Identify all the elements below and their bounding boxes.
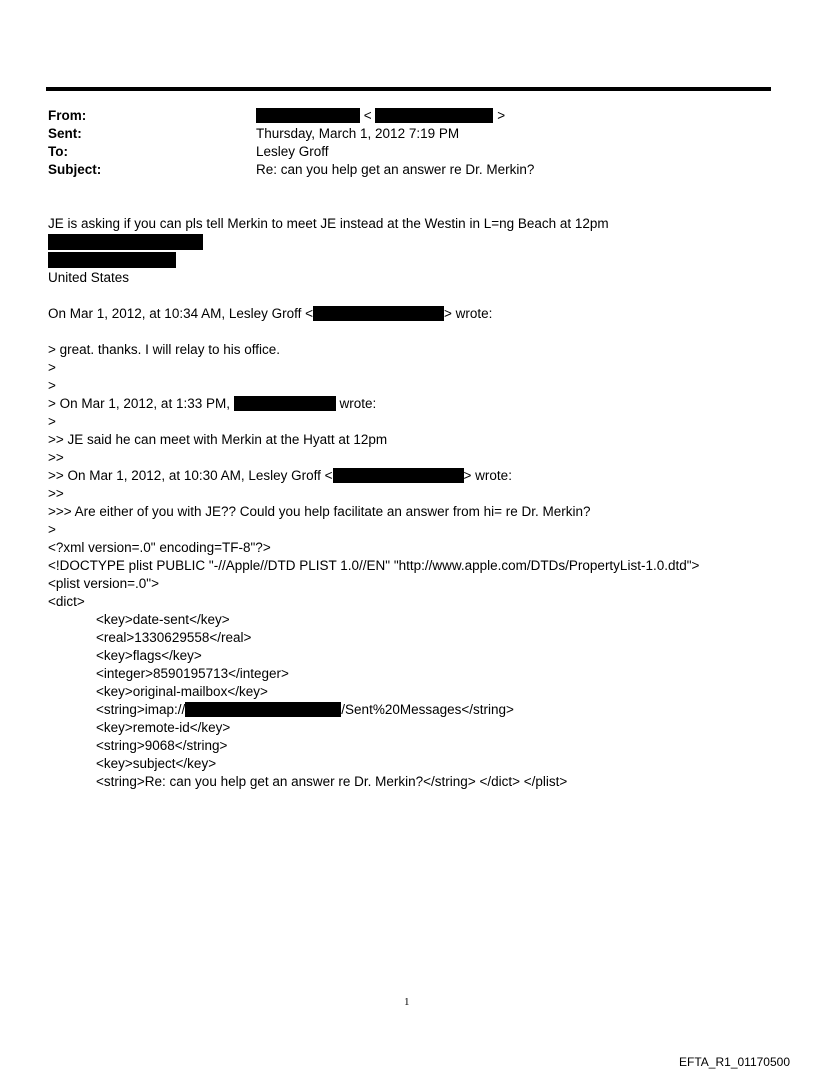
plist-line: <key>subject</key> (96, 756, 217, 771)
body-line: <plist version=.0"> (48, 576, 159, 591)
imap-prefix: <string>imap:// (96, 702, 186, 717)
body-line: <dict> (48, 594, 85, 609)
body-line: > (48, 522, 56, 537)
body-line: <?xml version=.0" encoding=TF-8"?> (48, 540, 271, 555)
from-label: From: (48, 108, 87, 123)
body-line: > (48, 414, 56, 429)
plist-line: <string>Re: can you help get an answer re Dr. Merkin?</string> </dict> </plist> (96, 774, 568, 789)
plist-line: <string>9068</string> (96, 738, 228, 753)
page-number: 1 (404, 996, 410, 1008)
body-line (48, 467, 512, 485)
body-line: > great. thanks. I will relay to his office. (48, 342, 280, 357)
redaction-box (375, 108, 493, 123)
plist-line: <integer>8590195713</integer> (96, 666, 289, 681)
bates-stamp: EFTA_R1_01170500 (679, 1055, 790, 1069)
quote-intro: > On Mar 1, 2012, at 1:33 PM, (48, 396, 230, 411)
redaction-box (333, 468, 464, 483)
quote-intro-end: > wrote: (463, 468, 512, 483)
body-line: > (48, 378, 56, 393)
redaction-box (185, 702, 341, 717)
plist-line: <key>remote-id</key> (96, 720, 231, 735)
from-value (256, 107, 505, 125)
body-line (48, 305, 492, 323)
from-open-bracket: < (363, 108, 372, 123)
header-rule (46, 87, 771, 91)
redaction-box (48, 252, 176, 268)
to-label: To: (48, 144, 68, 159)
quote-intro-end: > wrote: (444, 306, 493, 321)
body-line: JE is asking if you can pls tell Merkin to meet JE instead at the Westin in L=ng Beach at 12pm (48, 216, 609, 231)
body-line: >> (48, 450, 64, 465)
redaction-box (234, 396, 336, 411)
body-line: >> JE said he can meet with Merkin at the Hyatt at 12pm (48, 432, 388, 447)
body-line: >> (48, 486, 64, 501)
subject-label: Subject: (48, 162, 102, 177)
plist-line: <key>date-sent</key> (96, 612, 230, 627)
body-line: > (48, 360, 56, 375)
body-line: United States (48, 270, 130, 285)
quote-intro: >> On Mar 1, 2012, at 10:30 AM, Lesley Groff < (48, 468, 333, 483)
body-line (48, 395, 376, 413)
sent-value: Thursday, March 1, 2012 7:19 PM (256, 126, 460, 141)
from-close-bracket: > (497, 108, 506, 123)
quote-intro-end: wrote: (339, 396, 377, 411)
body-line: <!DOCTYPE plist PUBLIC "-//Apple//DTD PLIST 1.0//EN" "http://www.apple.com/DTDs/PropertyList-1.0.dtd"> (48, 558, 700, 573)
quote-intro: On Mar 1, 2012, at 10:34 AM, Lesley Groff < (48, 306, 314, 321)
imap-suffix: /Sent%20Messages</string> (341, 702, 514, 717)
redaction-box (256, 108, 360, 123)
plist-line (96, 701, 514, 719)
plist-line: <key>original-mailbox</key> (96, 684, 268, 699)
redaction-box (48, 234, 203, 250)
to-value: Lesley Groff (256, 144, 329, 159)
plist-line: <real>1330629558</real> (96, 630, 252, 645)
sent-label: Sent: (48, 126, 82, 141)
body-line: >>> Are either of you with JE?? Could you help facilitate an answer from hi= re Dr. Merkin? (48, 504, 591, 519)
plist-line: <key>flags</key> (96, 648, 202, 663)
redaction-box (313, 306, 444, 321)
subject-value: Re: can you help get an answer re Dr. Merkin? (256, 162, 535, 177)
